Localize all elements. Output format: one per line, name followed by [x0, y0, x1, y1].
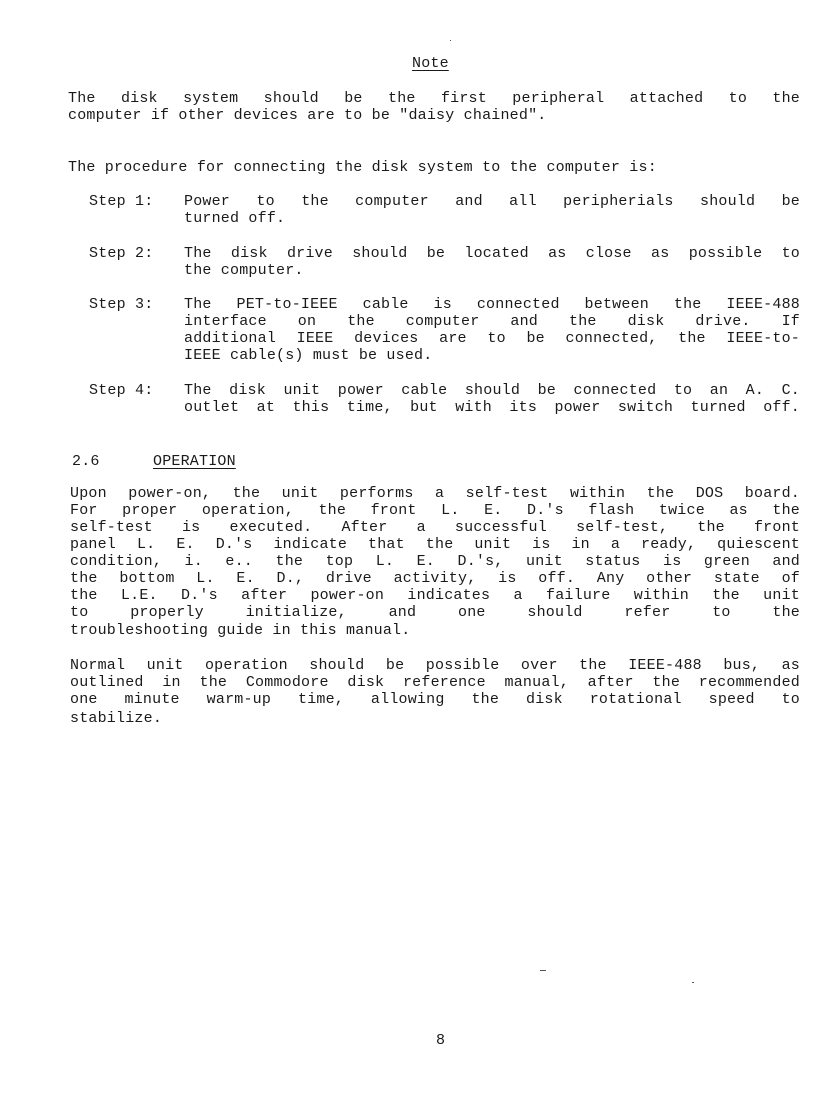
step-1-line-2: turned off. — [184, 210, 286, 227]
note-line-1: The disk system should be the first peripheral attached to the — [68, 90, 800, 107]
operation-p1-line-5: condition, i. e.. the top L. E. D.'s, unit status is green and — [70, 553, 800, 570]
operation-p1-line-1: Upon power-on, the unit performs a self-test within the DOS board. — [70, 485, 800, 502]
operation-p2-line-3: one minute warm-up time, allowing the disk rotational speed to — [70, 691, 800, 708]
note-heading: Note — [412, 55, 449, 72]
step-3-line-3: additional IEEE devices are to be connected, the IEEE-to- — [184, 330, 800, 347]
procedure-intro: The procedure for connecting the disk system to the computer is: — [68, 159, 657, 176]
step-1-label: Step 1: — [89, 193, 154, 210]
step-1-line-1: Power to the computer and all peripherials should be — [184, 193, 800, 210]
operation-p1-line-2: For proper operation, the front L. E. D.'s flash twice as the — [70, 502, 800, 519]
step-3-line-2: interface on the computer and the disk drive. If — [184, 313, 800, 330]
step-4-line-1: The disk unit power cable should be connected to an A. C. — [184, 382, 800, 399]
operation-p1-line-9: troubleshooting guide in this manual. — [70, 622, 411, 639]
operation-p1-line-4: panel L. E. D.'s indicate that the unit is in a ready, quiescent — [70, 536, 800, 553]
section-title: OPERATION — [153, 453, 236, 470]
step-2-line-2: the computer. — [184, 262, 304, 279]
scan-speck — [540, 970, 546, 971]
note-line-2: computer if other devices are to be "daisy chained". — [68, 107, 547, 124]
operation-p1-line-3: self-test is executed. After a successful self-test, the front — [70, 519, 800, 536]
operation-p1-line-8: to properly initialize, and one should refer to the — [70, 604, 800, 621]
step-3-label: Step 3: — [89, 296, 154, 313]
section-number: 2.6 — [72, 453, 100, 470]
page-number: 8 — [436, 1032, 446, 1049]
scan-speck — [692, 982, 694, 983]
scan-speck — [450, 40, 451, 41]
operation-p1-line-7: the L.E. D.'s after power-on indicates a failure within the unit — [70, 587, 800, 604]
step-4-label: Step 4: — [89, 382, 154, 399]
step-4-line-2: outlet at this time, but with its power switch turned off. — [184, 399, 800, 416]
operation-p2-line-4: stabilize. — [70, 710, 163, 727]
step-3-line-4: IEEE cable(s) must be used. — [184, 347, 433, 364]
step-2-label: Step 2: — [89, 245, 154, 262]
step-3-line-1: The PET-to-IEEE cable is connected between the IEEE-488 — [184, 296, 800, 313]
step-2-line-1: The disk drive should be located as close as possible to — [184, 245, 800, 262]
operation-p2-line-1: Normal unit operation should be possible over the IEEE-488 bus, as — [70, 657, 800, 674]
operation-p1-line-6: the bottom L. E. D., drive activity, is off. Any other state of — [70, 570, 800, 587]
operation-p2-line-2: outlined in the Commodore disk reference manual, after the recommended — [70, 674, 800, 691]
